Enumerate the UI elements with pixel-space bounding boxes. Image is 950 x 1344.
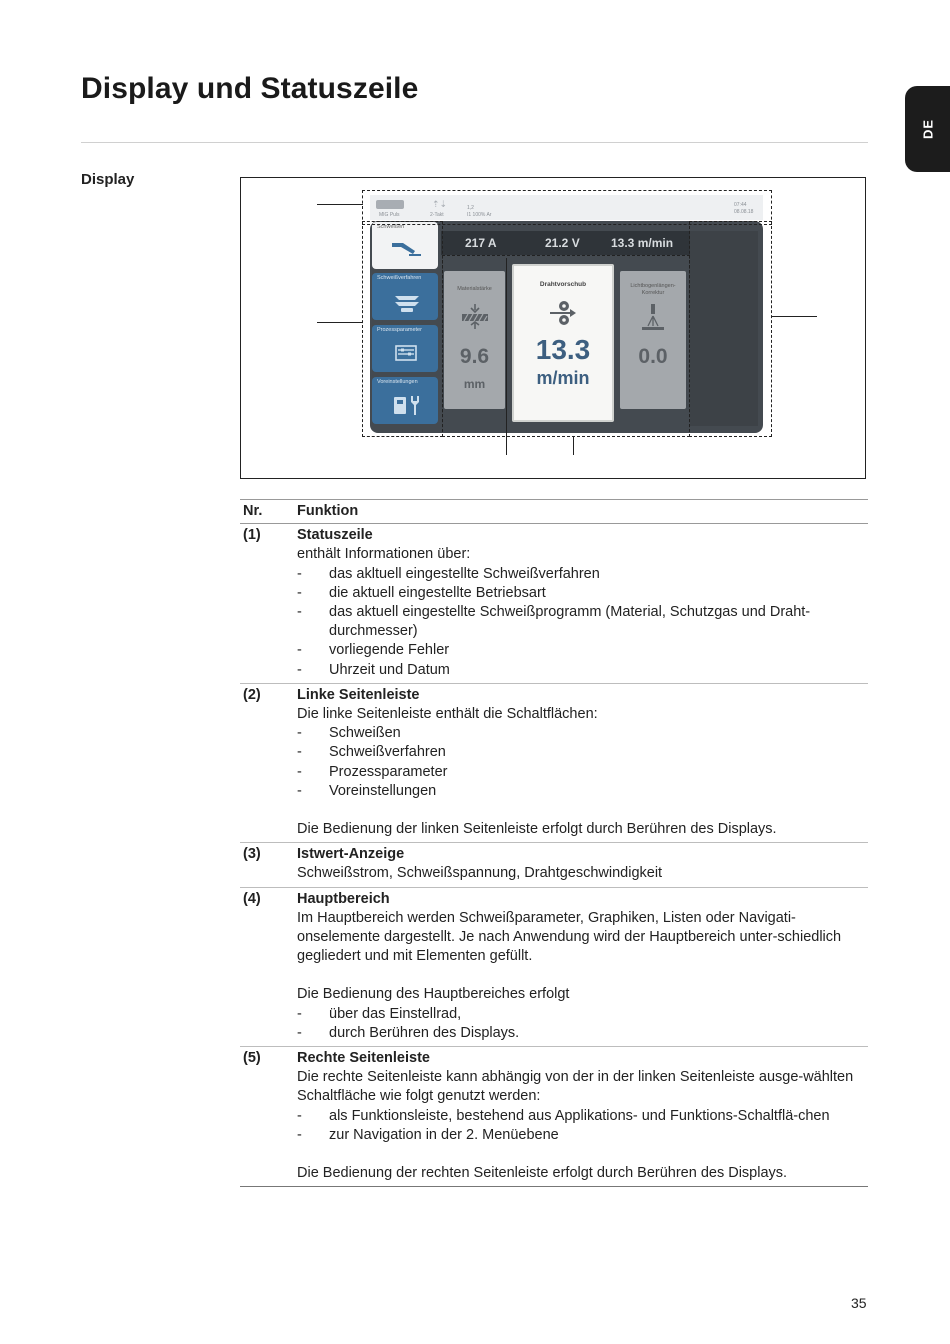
list-item: - das akltuell eingestellte Schweißverfahren	[297, 565, 865, 584]
header-function: Funktion	[294, 500, 868, 524]
leader-line-4	[573, 437, 574, 455]
row-nr: (3)	[240, 843, 294, 887]
row-intro: Schweißstrom, Schweißspannung, Drahtgeschwindigkeit	[297, 865, 663, 882]
callout-right-sidebar	[689, 221, 772, 437]
page-title: Display und Statuszeile	[81, 72, 419, 105]
leader-line-2	[317, 322, 363, 323]
row-intro: Die rechte Seitenleiste kann abhängig von der in der linken Seitenleiste ausge-wählten Schaltfläche wie folgt genutzt werden:	[297, 1069, 854, 1105]
param-value: 13.3	[535, 334, 591, 365]
sidebar-button-label: Voreinstellungen	[377, 379, 418, 385]
row-intro-2: Die Bedienung des Hauptbereiches erfolgt	[297, 986, 570, 1003]
leader-line-1	[317, 204, 363, 205]
row-title: Istwert-Anzeige	[297, 846, 405, 863]
row-title: Hauptbereich	[297, 890, 390, 907]
row-title: Statuszeile	[297, 527, 373, 544]
callout-main-area	[442, 255, 690, 437]
language-tab-label: DE	[920, 118, 935, 140]
table-row	[240, 1047, 868, 1187]
callout-left-sidebar	[362, 221, 443, 437]
list-item: - das aktuell eingestellte Schweißprogramm (Material, Schutzgas und Draht-durchmesser)	[297, 603, 865, 641]
table-header-row	[240, 500, 868, 524]
list-item: - als Funktionsleiste, bestehend aus Applikations- und Funktions-Schaltflä-chen	[297, 1107, 865, 1126]
list-item: - über das Einstellrad,	[297, 1005, 865, 1024]
list-item: - Schweißen	[297, 724, 865, 743]
row-list	[297, 724, 865, 801]
page-number: 35	[851, 1295, 867, 1311]
param-label: Lichtbogenlängen-Korrektur	[630, 283, 676, 296]
language-tab	[905, 86, 950, 172]
table-row	[240, 843, 868, 887]
actual-voltage: 21.2 V	[545, 236, 580, 250]
status-process: MIG Puls	[379, 212, 400, 218]
param-unit: mm	[463, 377, 486, 391]
table-row	[240, 887, 868, 1046]
list-item: - Prozessparameter	[297, 763, 865, 782]
function-table	[240, 499, 868, 1187]
display-figure	[240, 177, 866, 479]
trigger-mode-icon: ⇡⇣	[432, 199, 448, 209]
row-outro: Die Bedienung der linken Seitenleiste erfolgt durch Berühren des Displays.	[297, 821, 777, 838]
header-nr: Nr.	[240, 500, 294, 524]
status-mode: 2-Takt	[430, 212, 444, 218]
list-item: - Uhrzeit und Datum	[297, 661, 865, 680]
list-item: - durch Berühren des Displays.	[297, 1024, 865, 1043]
title-divider	[81, 142, 868, 143]
list-item: - zur Navigation in der 2. Menüebene	[297, 1126, 865, 1145]
status-date: 08.08.18	[734, 209, 754, 215]
list-item: - vorliegende Fehler	[297, 641, 865, 660]
row-nr: (2)	[240, 683, 294, 842]
table-row	[240, 524, 868, 684]
param-label: Materialstärke	[457, 286, 492, 292]
callout-status-bar	[362, 190, 772, 225]
actual-current: 217 A	[465, 236, 497, 250]
param-value: 9.6	[459, 345, 490, 368]
row-nr: (5)	[240, 1047, 294, 1187]
list-item: - die aktuell eingestellte Betriebsart	[297, 584, 865, 603]
row-list	[297, 1107, 865, 1145]
actual-value-bar	[441, 231, 690, 255]
leader-line-5	[772, 316, 817, 317]
leader-line-3	[506, 258, 507, 455]
row-intro: Die linke Seitenleiste enthält die Schaltflächen:	[297, 706, 598, 723]
row-intro: Im Hauptbereich werden Schweißparameter, Graphiken, Listen oder Navigati-onselemente dargestellt. Je nach Anwendung wird der Hauptbereich unter-schiedlich gegliedert und mit Elementen gefüllt.	[297, 909, 842, 965]
param-label: Drahtvorschub	[539, 281, 587, 288]
row-intro: enthält Informationen über:	[297, 546, 471, 563]
status-time: 07:44	[734, 202, 747, 208]
list-item: - Voreinstellungen	[297, 782, 865, 801]
row-list	[297, 565, 865, 680]
sidebar-button-label: Schweißen	[377, 224, 405, 230]
status-program-line1: 1,2	[467, 205, 474, 211]
row-list	[297, 1005, 865, 1043]
row-title: Linke Seitenleiste	[297, 686, 420, 703]
sidebar-button-label: Schweißverfahren	[377, 275, 422, 281]
param-unit: m/min	[536, 368, 590, 388]
actual-wire-speed: 13.3 m/min	[611, 236, 674, 250]
section-label: Display	[81, 171, 135, 188]
row-nr: (1)	[240, 524, 294, 684]
row-nr: (4)	[240, 887, 294, 1046]
param-value: 0.0	[638, 345, 668, 368]
row-title: Rechte Seitenleiste	[297, 1050, 430, 1067]
sidebar-button-label: Prozessparameter	[377, 327, 422, 333]
list-item: - Schweißverfahren	[297, 743, 865, 762]
status-program-line2: I1 100% Ar	[467, 212, 492, 218]
table-row	[240, 683, 868, 842]
row-outro: Die Bedienung der rechten Seitenleiste erfolgt durch Berühren des Displays.	[297, 1165, 788, 1182]
